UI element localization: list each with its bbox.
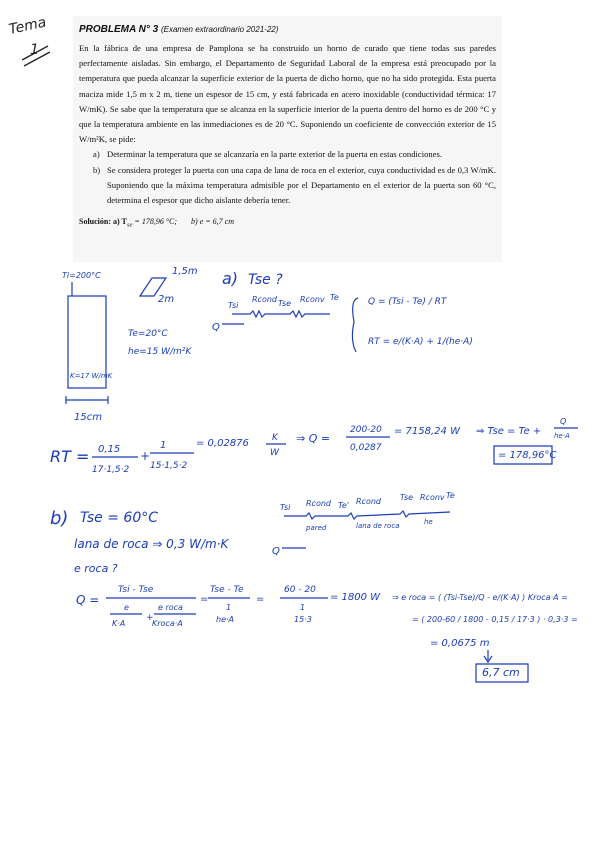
circuit-b-sub: lana de roca [356,522,400,530]
solution-label: Solución: [79,217,112,227]
rt-num2: 1 [160,440,167,451]
circuit-b-sub: he [424,518,433,526]
eq2-den: 1 [226,603,232,612]
eq-q: Q = (Tsi - Te) / RT [368,297,447,307]
solution-b-value: b) e = 6,7 cm [191,217,234,227]
circuit-b-node: Te' [338,501,350,510]
part-b-lana: lana de roca ⇒ 0,3 W/m·K [74,537,229,551]
circuit-b-sub: pared [306,524,327,532]
solution-a-sub: se [126,221,133,229]
part-a-question: Tse ? [248,272,283,288]
solution-a-value: = 178,96 °C; [134,217,178,227]
eroca-num: = ( 200-60 / 1800 - 0,15 / 17·3 ) · 0,3·3 = [412,615,578,624]
part-b-tse: Tse = 60°C [80,510,159,526]
problem-subtitle: (Examen extraordinario 2021-22) [160,25,279,34]
arrow-down [484,650,492,662]
q-num: 200-20 [350,425,382,435]
eq2-den2: he·A [216,615,235,624]
diagram-he: he=15 W/m²K [128,347,192,357]
eq-rt: RT = e/(K·A) + 1/(he·A) [368,337,473,347]
brace-shape [352,298,358,352]
question-marker: b) [93,164,101,175]
rt-unit-den: W [270,448,279,458]
circuit-b-node: Rcond [306,499,331,508]
eq1-den-a: e [124,603,129,612]
rt-result: = 0,02876 [196,438,249,449]
eroca-expr: ⇒ e roca = ( (Tsi-Tse)/Q - e/(K·A) ) Kroca·A = [392,593,568,602]
diagram-dim-h: 2m [158,294,175,305]
diagram-thickness: 15cm [74,412,102,423]
circuit-b-node: Tsi [280,503,291,512]
rt-label: RT = [50,447,90,466]
circuit-b-node: Rcond [356,497,381,506]
circuit-a-node: Tsi [228,301,239,310]
tse-result: = 178,96°C [498,450,557,461]
circuit-a-node: Tse [278,299,292,308]
plus-sign: + [140,449,151,463]
part-b-label: b) [50,508,69,529]
eq1-den-a2: K·A [112,619,126,628]
equals-sign: = [200,594,209,605]
q-calc: ⇒ Q = [296,432,331,445]
problem-statement: En la fábrica de una empresa de Pamplona se ha construido un horno de curado que tiene todas sus paredes perfectamente aisladas. Sin embargo, el Departamento de Seguridad Laboral de la empresa está preocupado por la temperatura que pueda alcanzar la superficie exterior de la puerta de dicho horno, que no ha sido protegida. Esta puerta maciza mide 1,5 m x 2 m, tiene un espesor de 15 cm, y está fabricada en acero inoxidable (conductividad térmica: 17 W/mK). Se sabe que la temperatura que se alcanza en la superficie interior de la puerta dentro del horno es de 200 °C y que la temperatura ambiente en las inmediaciones es de 20 °C. Suponiendo un coeficiente de convección exterior de 15 W/m²K, se pide: [79,43,496,145]
equals-sign: = [256,594,265,605]
margin-note-tema: Tema [7,14,48,38]
circuit-b-node: Rconv [420,493,445,502]
question-text: Se considera proteger la puerta con una capa de lana de roca en el exterior, cuya conductividad es de 0,3 W/mK. Suponiendo que la máxima temperatura admisible por el Departamento en el exterior de la puerta son 60 °C, determina el espesor que dicho aislante debería tener. [107,164,496,206]
part-a-label: a) [222,269,239,288]
thickness-dimension [66,396,108,404]
rt-den2: 15·1,5·2 [150,461,188,471]
rt-num1: 0,15 [98,444,121,455]
eq2-num: Tse - Te [210,585,244,595]
eq3-den: 1 [300,603,306,612]
circuit-a-q: Q [212,322,220,333]
eq3-result: = 1800 W [330,592,381,603]
eq1-den-b2: Kroca·A [152,619,183,628]
plus-sign: + [146,613,154,623]
diagram-te: Te=20°C [128,329,168,339]
part-b-eroca: e roca ? [74,562,118,575]
tse-calc: ⇒ Tse = Te + [476,426,542,437]
circuit-a-node: Rcond [252,295,277,304]
eq3-num: 60 - 20 [284,585,316,595]
circuit-a-node: Rconv [300,295,325,304]
rt-den1: 17·1,5·2 [92,465,130,475]
diagram-ti: Ti=200°C [62,271,101,280]
q-dot-label: Q = [76,593,100,607]
q-den: 0,0287 [350,443,382,453]
tse-den: he·A [554,432,570,440]
eroca-result: = 0,0675 m [430,638,490,649]
final-answer: 6,7 cm [482,666,520,679]
margin-note-number: 1 [30,42,39,58]
circuit-b-node: Te [446,491,455,500]
problem-title-text: PROBLEMA N° 3 [79,24,159,35]
circuit-a-line [232,311,330,317]
question-marker: a) [93,149,100,160]
question-text: Determinar la temperatura que se alcanzaría en la parte exterior de la puerta en estas condiciones. [107,149,442,160]
circuit-a-node: Te [330,293,339,302]
circuit-b-node: Tse [400,493,414,502]
eq1-num: Tsi - Tse [118,585,154,595]
diagram-k: K=17 W/mK [70,372,113,380]
solution-a-label: a) T [113,217,127,227]
eq3-den2: 15·3 [294,615,312,624]
q-result: = 7158,24 W [394,426,460,437]
eq1-den-b: e roca [158,603,183,612]
circuit-b-q: Q [272,546,280,557]
tse-num: Q [560,417,567,426]
rt-unit-num: K [272,433,278,443]
diagram-dim-w: 1,5m [172,266,198,277]
